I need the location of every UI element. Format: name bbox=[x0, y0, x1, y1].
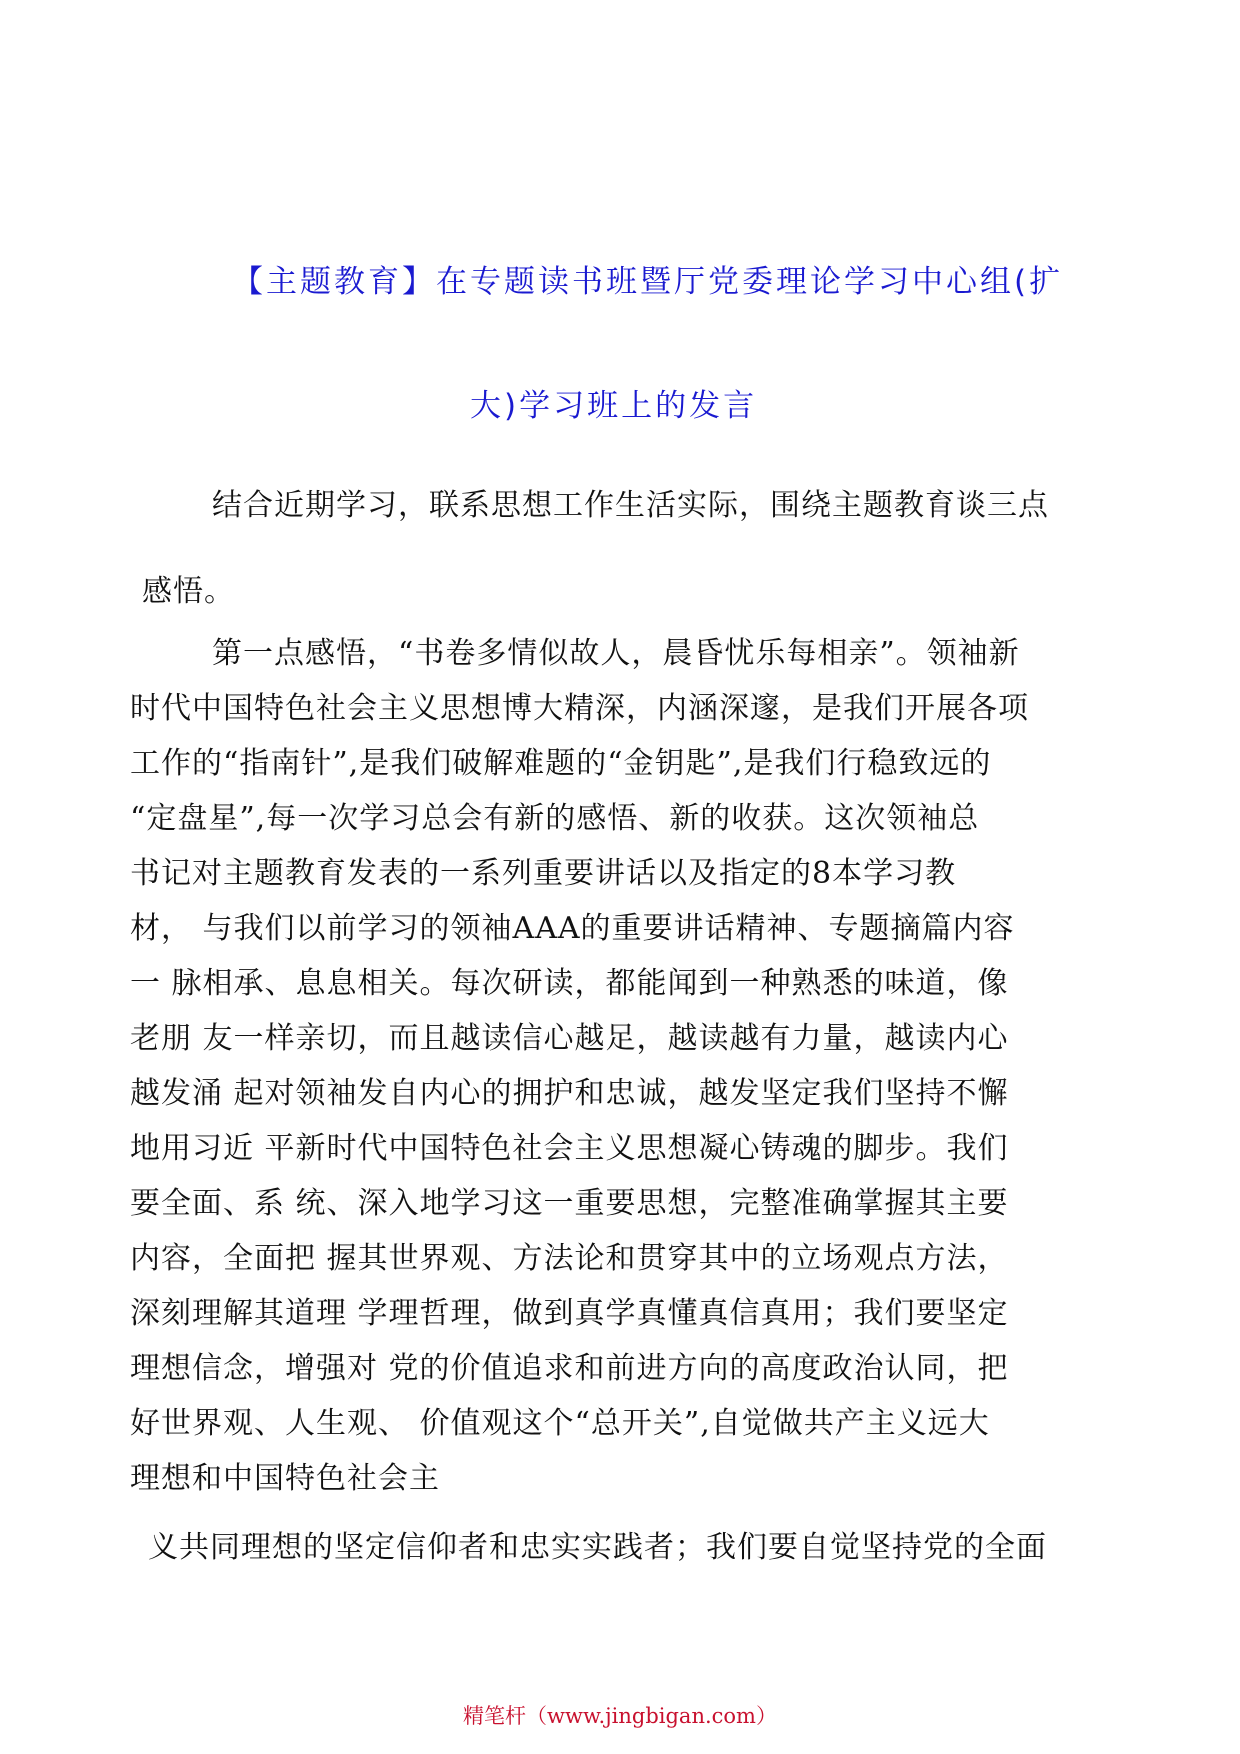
paragraph-line: 第一点感悟，“书卷多情似故人，晨昏忧乐每相亲”。领袖新 bbox=[212, 636, 1020, 671]
paragraph-line: 义共同理想的坚定信仰者和忠实实践者；我们要自觉坚持党的全面 bbox=[148, 1530, 1047, 1565]
paragraph-line: 材， 与我们以前学习的领袖AAA的重要讲话精神、专题摘篇内容 bbox=[130, 911, 1015, 946]
paragraph-line: 老朋 友一样亲切，而且越读信心越足，越读越有力量，越读内心 bbox=[130, 1021, 1009, 1056]
paragraph-line: 好世界观、人生观、 价值观这个“总开关”,自觉做共产主义远大 bbox=[130, 1406, 990, 1441]
paragraph-line: “定盘星”,每一次学习总会有新的感悟、新的收获。这次领袖总 bbox=[130, 801, 980, 836]
paragraph-line: 要全面、系 统、深入地学习这一重要思想，完整准确掌握其主要 bbox=[130, 1186, 1009, 1221]
document-title-line-2: 大)学习班上的发言 bbox=[470, 388, 758, 424]
footer-watermark: 精笔杆（www.jingbigan.com） bbox=[463, 1704, 777, 1728]
paragraph-line: 时代中国特色社会主义思想博大精深，内涵深邃，是我们开展各项 bbox=[130, 691, 1029, 726]
paragraph-line: 内容，全面把 握其世界观、方法论和贯穿其中的立场观点方法， bbox=[130, 1241, 1009, 1276]
paragraph-line: 结合近期学习，联系思想工作生活实际，围绕主题教育谈三点 bbox=[212, 488, 1049, 523]
paragraph-line: 理想信念，增强对 党的价值追求和前进方向的高度政治认同，把 bbox=[130, 1351, 1009, 1386]
paragraph-line: 工作的“指南针”,是我们破解难题的“金钥匙”,是我们行稳致远的 bbox=[130, 746, 992, 781]
paragraph-line: 深刻理解其道理 学理哲理，做到真学真懂真信真用；我们要坚定 bbox=[130, 1296, 1009, 1331]
paragraph-line: 地用习近 平新时代中国特色社会主义思想凝心铸魂的脚步。我们 bbox=[130, 1131, 1009, 1166]
paragraph-line: 书记对主题教育发表的一系列重要讲话以及指定的8本学习教 bbox=[130, 856, 957, 891]
document-title-line-1: 【主题教育】在专题读书班暨厅党委理论学习中心组(扩 bbox=[232, 264, 1064, 300]
paragraph-line: 越发涌 起对领袖发自内心的拥护和忠诚，越发坚定我们坚持不懈 bbox=[130, 1076, 1009, 1111]
paragraph-line: 一 脉相承、息息相关。每次研读，都能闻到一种熟悉的味道，像 bbox=[130, 966, 1009, 1001]
paragraph-line: 理想和中国特色社会主 bbox=[130, 1461, 440, 1496]
paragraph-line: 感悟。 bbox=[142, 574, 235, 609]
